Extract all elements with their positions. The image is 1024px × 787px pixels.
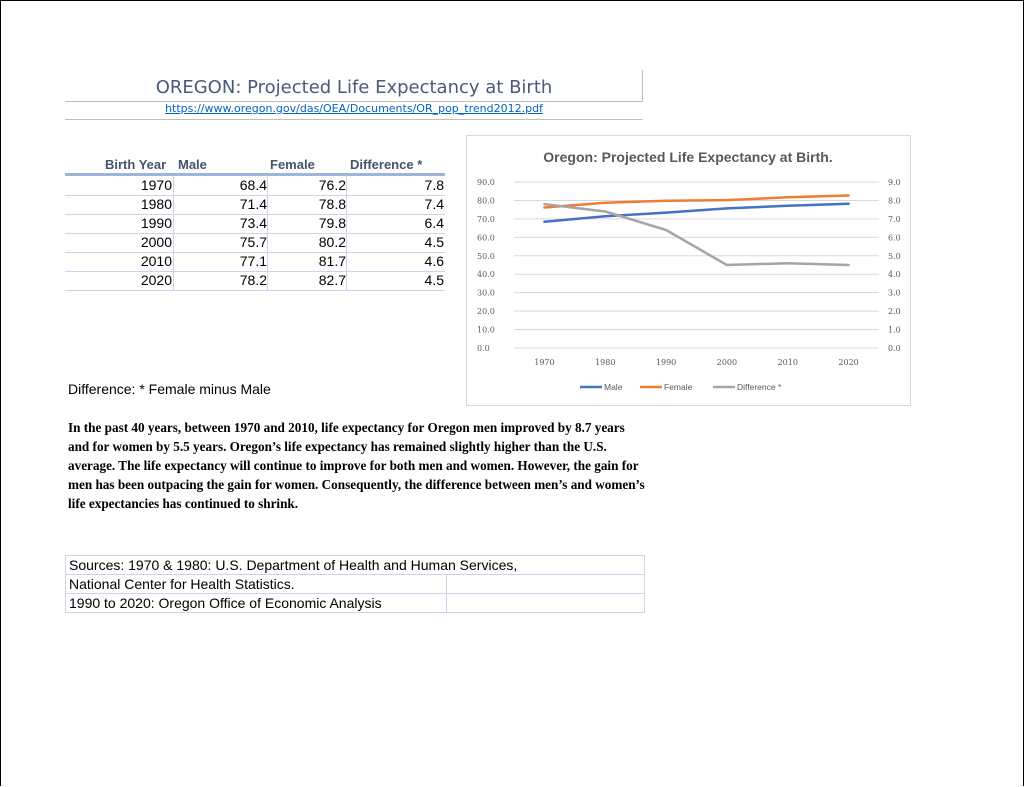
cell-divider [446, 594, 447, 612]
x-tick-label: 2020 [838, 358, 859, 367]
table-row [65, 233, 445, 253]
legend-label: Female [664, 382, 693, 392]
y-tick-label-right: 2.0 [888, 307, 901, 317]
male-cell: 75.7 [173, 233, 268, 252]
table-row [65, 176, 445, 196]
x-tick-label: 1970 [534, 358, 555, 367]
female-cell: 79.8 [268, 214, 347, 233]
source-link[interactable]: https://www.oregon.gov/das/OEA/Documents/OR_pop_trend2012.pdf [65, 102, 643, 120]
source-text: National Center for Health Statistics. [69, 576, 295, 592]
difference-note: Difference: * Female minus Male [68, 381, 271, 397]
y-tick-label-left: 50.0 [477, 251, 495, 261]
x-tick-label: 2010 [777, 358, 798, 367]
y-tick-label-left: 80.0 [477, 196, 495, 206]
x-tick-label: 1990 [655, 358, 677, 367]
table-row [65, 252, 445, 272]
summary-paragraph: In the past 40 years, between 1970 and 2010, life expectancy for Oregon men improved by 8.7 years and for women by 5.5 years. Oregon’s life expectancy has remained slightly higher than the U.S. average. The life expectancy will continue to improve for both men and women. However, the gain for men has been outpacing the gain for women. Consequently, the difference between men’s and women’s life expectancies has continued to shrink. [68, 420, 645, 511]
year-cell: 1990 [140, 215, 172, 231]
male-cell: 77.1 [173, 252, 268, 271]
year-cell: 1970 [140, 177, 172, 193]
cell-divider [446, 575, 447, 593]
table-row [65, 271, 445, 291]
female-cell: 78.8 [268, 195, 347, 214]
chart-title: Oregon: Projected Life Expectancy at Birth. [543, 149, 833, 165]
y-tick-label-right: 5.0 [888, 251, 901, 261]
y-tick-label-right: 7.0 [888, 214, 901, 224]
y-tick-label-right: 1.0 [888, 325, 901, 335]
y-tick-label-left: 20.0 [477, 307, 495, 317]
x-tick-label: 1980 [595, 358, 616, 367]
y-tick-label-left: 90.0 [477, 178, 495, 187]
y-tick-label-right: 9.0 [888, 178, 901, 187]
y-tick-label-right: 8.0 [888, 196, 901, 206]
male-cell: 71.4 [173, 195, 268, 214]
year-cell: 1980 [140, 196, 172, 212]
page-title: OREGON: Projected Life Expectancy at Birth [65, 77, 643, 102]
y-tick-label-right: 6.0 [888, 233, 901, 243]
difference-cell: 7.4 [424, 196, 444, 212]
male-cell: 68.4 [173, 176, 268, 195]
y-tick-label-left: 70.0 [477, 214, 495, 224]
y-tick-label-left: 60.0 [477, 233, 495, 243]
life-expectancy-chart[interactable] [466, 135, 911, 406]
year-cell: 2010 [140, 253, 172, 269]
header-male: Male [178, 157, 207, 172]
female-cell: 76.2 [268, 176, 347, 195]
difference-cell: 7.8 [424, 177, 444, 193]
difference-cell: 4.6 [424, 253, 444, 269]
title-divider [642, 70, 643, 101]
y-tick-label-right: 0.0 [888, 344, 901, 353]
y-tick-label-left: 30.0 [477, 288, 495, 298]
table-row [65, 195, 445, 215]
y-tick-label-right: 4.0 [888, 270, 901, 280]
year-cell: 2000 [140, 234, 172, 250]
male-cell: 73.4 [173, 214, 268, 233]
year-cell: 2020 [140, 272, 172, 288]
male-cell: 78.2 [173, 271, 268, 290]
female-cell: 81.7 [268, 252, 347, 271]
x-tick-label: 2000 [716, 358, 738, 367]
header-female: Female [270, 157, 315, 172]
header-difference: Difference * [350, 157, 423, 172]
y-tick-label-left: 40.0 [477, 270, 495, 280]
source-line-3 [65, 593, 645, 613]
y-tick-label-right: 3.0 [888, 288, 901, 298]
source-line-2 [65, 574, 645, 594]
female-cell: 82.7 [268, 271, 347, 290]
source-line-1 [65, 555, 645, 575]
y-tick-label-left: 0.0 [477, 344, 490, 353]
header-birth-year: Birth Year [105, 157, 167, 172]
difference-cell: 4.5 [424, 234, 444, 250]
source-text: Sources: 1970 & 1980: U.S. Department of Health and Human Services, [69, 557, 518, 573]
difference-cell: 6.4 [424, 215, 444, 231]
female-cell: 80.2 [268, 233, 347, 252]
chart-svg [467, 136, 910, 405]
table-row [65, 214, 445, 234]
difference-cell: 4.5 [424, 272, 444, 288]
legend-label: Difference * [737, 382, 782, 392]
legend-label: Male [604, 382, 623, 392]
y-tick-label-left: 10.0 [477, 325, 495, 335]
source-text: 1990 to 2020: Oregon Office of Economic Analysis [69, 595, 382, 611]
